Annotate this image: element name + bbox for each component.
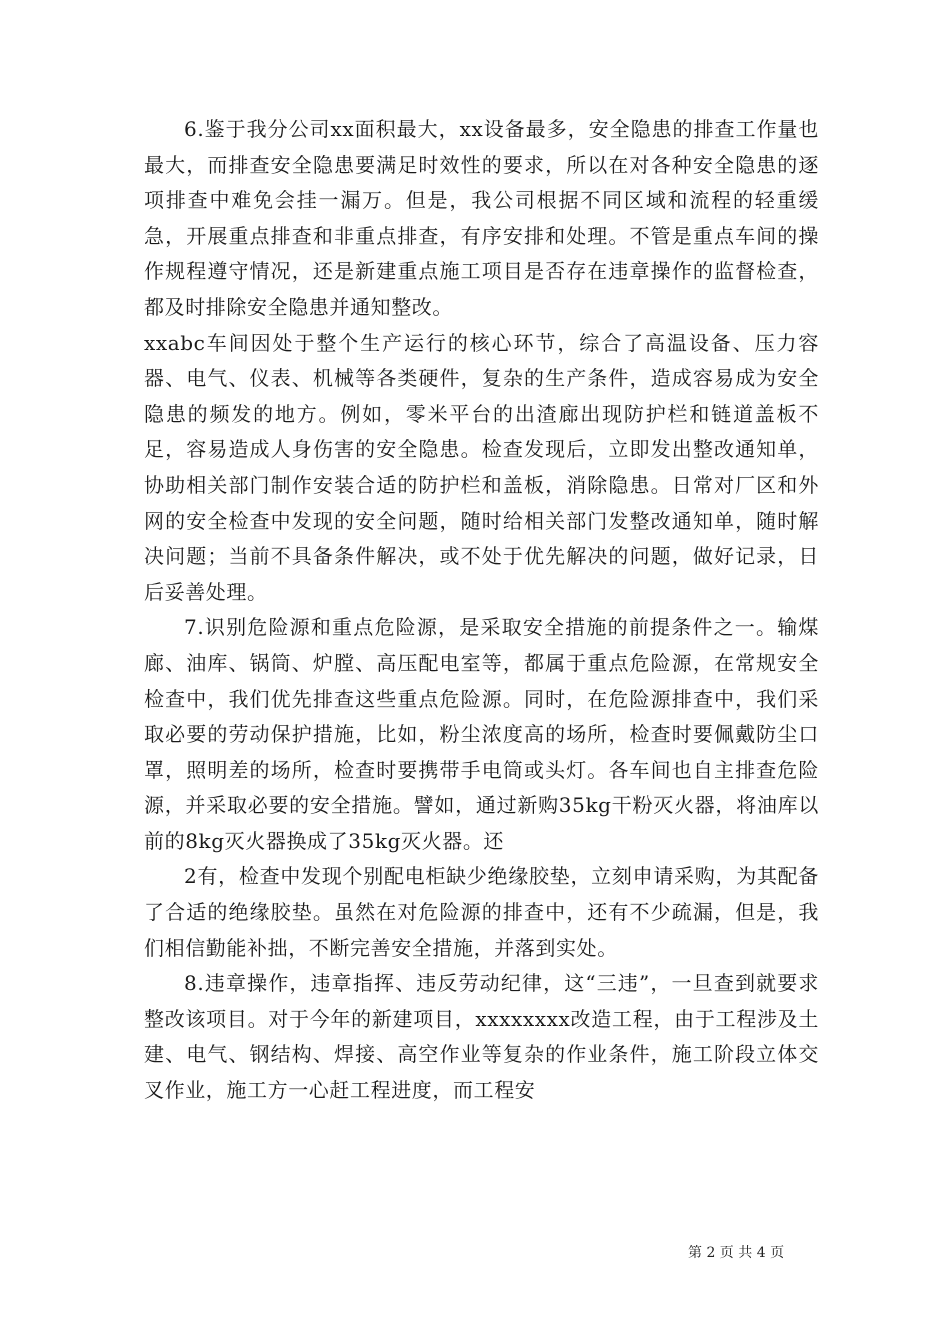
paragraph-7-continued: 2有，检查中发现个别配电柜缺少绝缘胶垫，立刻申请采购，为其配备了合适的绝缘胶垫。虽然在对危险源的排查中，还有不少疏漏，但是，我们相信勤能补拙，不断完善安全措施，并落到实处。 [144, 864, 819, 960]
paragraph-8: 8.违章操作，违章指挥、违反劳动纪律，这“三违”，一旦查到就要求整改该项目。对于今年的新建项目，xxxxxxxx改造工程，由于工程涉及土建、电气、钢结构、焊接、高空作业等复杂的作业条件，施工阶段立体交叉作业，施工方一心赶工程进度，而工程安 [144, 971, 819, 1103]
page-number-footer: 第 2 页 共 4 页 [688, 1245, 785, 1261]
paragraph-6: 6.鉴于我分公司xx面积最大，xx设备最多，安全隐患的排查工作量也最大，而排查安全隐患要满足时效性的要求，所以在对各种安全隐患的逐项排查中难免会挂一漏万。但是，我公司根据不同区域和流程的轻重缓急，开展重点排查和非重点排查，有序安排和处理。不管是重点车间的操作规程遵守情况，还是新建重点施工项目是否存在违章操作的监督检查，都及时排除安全隐患并通知整改。 [144, 117, 819, 319]
paragraph-6-continued: xxabc车间因处于整个生产运行的核心环节，综合了高温设备、压力容器、电气、仪表、机械等各类硬件，复杂的生产条件，造成容易成为安全隐患的频发的地方。例如，零米平台的出渣廊出现防护栏和链道盖板不足，容易造成人身伤害的安全隐患。检查发现后，立即发出整改通知单，协助相关部门制作安装合适的防护栏和盖板，消除隐患。日常对厂区和外网的安全检查中发现的安全问题，随时给相关部门发整改通知单，随时解决问题；当前不具备条件解决，或不处于优先解决的问题，做好记录，日后妥善处理。 [144, 330, 819, 604]
document-body [144, 112, 819, 1109]
paragraph-7: 7.识别危险源和重点危险源，是采取安全措施的前提条件之一。输煤廊、油库、锅筒、炉膛、高压配电室等，都属于重点危险源，在常规安全检查中，我们优先排查这些重点危险源。同时，在危险源排查中，我们采取必要的劳动保护措施，比如，粉尘浓度高的场所，检查时要佩戴防尘口罩，照明差的场所，检查时要携带手电筒或头灯。各车间也自主排查危险源，并采取必要的安全措施。譬如，通过新购35kg干粉灭火器，将油库以前的8kg灭火器换成了35kg灭火器。还 [144, 615, 819, 853]
